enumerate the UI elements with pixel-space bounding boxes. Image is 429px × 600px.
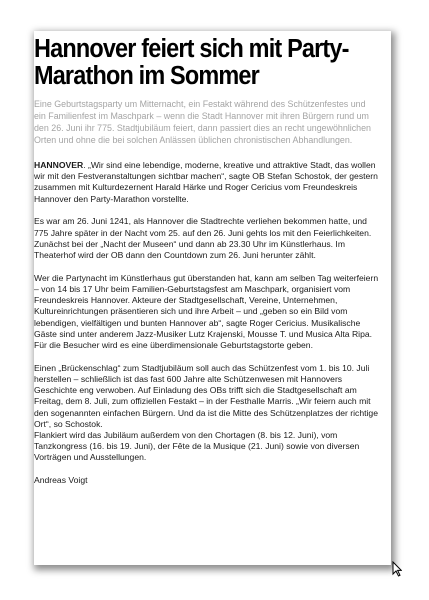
paragraph-1 [34,160,380,205]
mouse-pointer-icon [392,561,402,577]
paragraph-2: Es war am 26. Juni 1241, als Hannover die Stadtrechte verliehen bekommen hatte, und 775 Jahre später in der Nacht vom 25. auf den 26. Juni gehts los mit den Feierlichkeiten. Zunächst bei der „Nacht der Museen“ und dann ab 23.30 Uhr im Künstlerhaus. Im Theaterhof wird der OB dann den Countdown zum 26. Juni herunter zählt. [34,216,372,261]
article-content [34,36,380,498]
article-body [34,160,380,486]
dateline: HANNOVER [34,160,84,170]
article-author: Andreas Voigt [34,475,88,486]
article-lead: Eine Geburtstagsparty um Mitternacht, ein Festakt während des Schützenfestes und ein Familienfest im Maschpark – wenn die Stadt Hannover mit ihren Bürgern rund um den 26. Juni ihr 775. Stadtjubiläum feiert, dann passiert dies an recht ungewöhnlichen Orten und ohne die bei solchen Anlässen üblichen chronistischen Abhandlungen. [34,99,371,145]
article-headline: Hannover feiert sich mit Party- Marathon im Sommer [34,35,349,90]
paragraph-4: Einen „Brückenschlag“ zum Stadtjubiläum soll auch das Schützenfest vom 1. bis 10. Juli herstellen – schließlich ist das fast 600 Jahre alte Schützenwesen mit Hannovers Geschichte eng verwoben. Auf Einladung des OBs trifft sich die Stadtgesellschaft am Freitag, dem 8. Juli, zum offiziellen Festakt – in der Festhalle Marris. „Wir feiern auch mit den sogenannten einfachen Bürgern. Und da ist die Mitte des Schützenplatzes der richtige Ort“, so Schostok. Flankiert wird das Jubiläum außerdem von den Chortagen (8. bis 12. Juni), vom Tanzkongress (16. bis 19. Juni), der Fête de la Musique (21. Juni) sowie von diversen Vorträgen und Ausstellungen. [34,362,378,463]
article-page [34,31,391,565]
paragraph-3: Wer die Partynacht im Künstlerhaus gut überstanden hat, kann am selben Tag weiterfeiern – von 14 bis 17 Uhr beim Familien-Geburtstagsfest am Maschpark, organisiert vom Freundeskreis Hannover. Akteure der Stadtgesellschaft, Vereine, Unternehmen, Kultureinrichtungen präsentieren sich und ihre Arbeit – und „geben so ein Bild vom lebendigen, vielfältigen und bunten Hannover ab“, sagte Roger Cericius. Musikalische Gäste sind unter anderem Jazz-Musiker Lutz Krajenski, Mousse T. und Musica Alta Ripa. Für die Besucher wird es eine überdimensionale Geburtstagstorte geben. [34,272,379,351]
paragraph-1-text: . „Wir sind eine lebendige, moderne, kreative und attraktive Stadt, das wollen wir mit den Festveranstaltungen sichtbar machen“, sagte OB Stefan Schostok, der gestern zusammen mit Kulturdezernent Harald Härke und Roger Cericius vom Freundeskreis Hannover den Party-Marathon vorstellte. [34,160,378,204]
